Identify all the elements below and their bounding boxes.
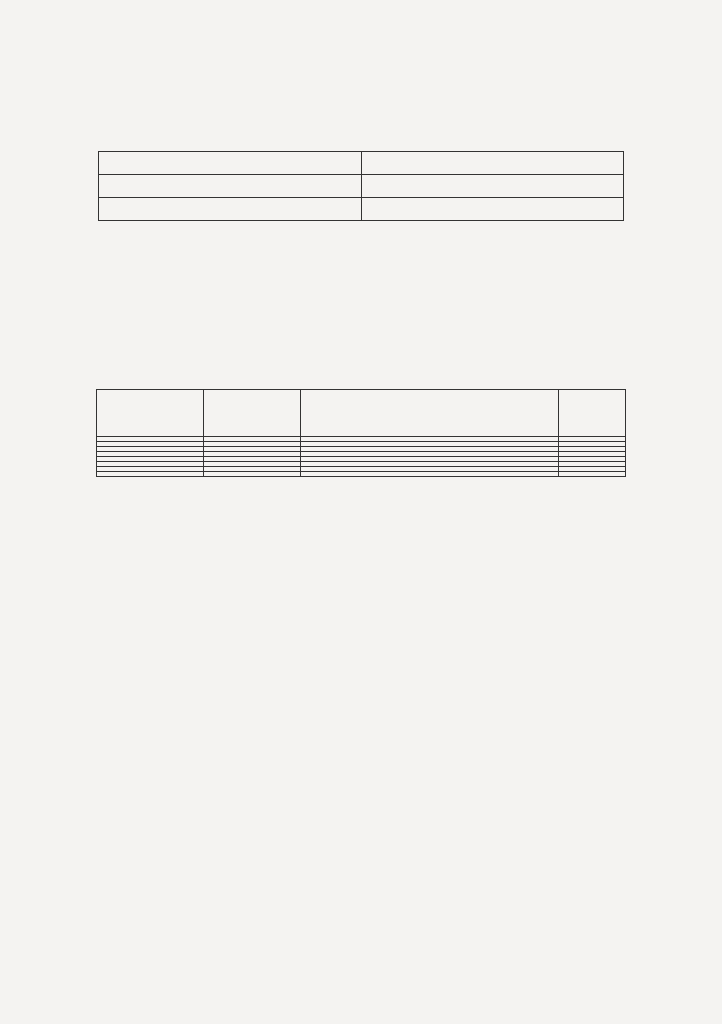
info-cell bbox=[99, 152, 362, 175]
info-cell bbox=[99, 175, 362, 198]
use-type bbox=[301, 472, 559, 477]
coefficient bbox=[204, 472, 301, 477]
price bbox=[97, 472, 204, 477]
tariff-table bbox=[96, 389, 626, 477]
table-row bbox=[99, 198, 624, 221]
info-cell bbox=[99, 198, 362, 221]
header-row-number bbox=[559, 390, 626, 437]
info-cell bbox=[361, 175, 624, 198]
row-number bbox=[559, 472, 626, 477]
header-price bbox=[97, 390, 204, 437]
info-cell bbox=[361, 198, 624, 221]
info-cell bbox=[361, 152, 624, 175]
table-row bbox=[99, 152, 624, 175]
table-header-row bbox=[97, 390, 626, 437]
table-row bbox=[99, 175, 624, 198]
header-coefficient bbox=[204, 390, 301, 437]
table-row bbox=[97, 472, 626, 477]
info-table bbox=[98, 151, 624, 221]
header-use-type bbox=[301, 390, 559, 437]
